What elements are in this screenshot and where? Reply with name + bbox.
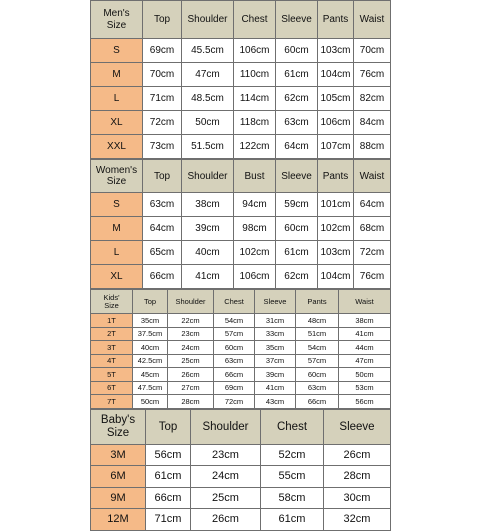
measurement-cell: 106cm: [318, 111, 354, 135]
measurement-cell: 31cm: [255, 314, 296, 328]
measurement-cell: 114cm: [234, 87, 276, 111]
measurement-cell: 66cm: [143, 265, 182, 289]
measurement-cell: 88cm: [354, 135, 391, 159]
measurement-cell: 103cm: [318, 241, 354, 265]
measurement-cell: 65cm: [143, 241, 182, 265]
measurement-cell: 72cm: [214, 395, 255, 409]
corner-line: Size: [106, 176, 127, 187]
table-row: [91, 39, 391, 63]
measurement-cell: 39cm: [255, 368, 296, 382]
measurement-cell: 41cm: [339, 327, 391, 341]
measurement-cell: 106cm: [234, 39, 276, 63]
measurement-cell: 50cm: [339, 368, 391, 382]
size-label: 7T: [91, 395, 133, 409]
kids-size-table: [90, 289, 391, 409]
measurement-cell: 68cm: [354, 217, 391, 241]
measurement-cell: 102cm: [234, 241, 276, 265]
measurement-cell: 63cm: [276, 111, 318, 135]
corner-line: Men's: [103, 8, 130, 20]
corner-line: Baby's: [100, 413, 136, 426]
corner-line: Women's: [95, 164, 138, 176]
measurement-cell: 66cm: [146, 487, 191, 509]
size-label: M: [91, 63, 143, 87]
size-corner-label: [91, 1, 143, 39]
measurement-cell: 107cm: [318, 135, 354, 159]
table-row: [91, 63, 391, 87]
measurement-cell: 40cm: [182, 241, 234, 265]
column-header: Top: [143, 160, 182, 193]
measurement-cell: 28cm: [168, 395, 214, 409]
size-label: 6M: [91, 466, 146, 488]
table-row: [91, 314, 391, 328]
column-header: Shoulder: [168, 290, 214, 314]
measurement-cell: 27cm: [168, 381, 214, 395]
size-label: 4T: [91, 354, 133, 368]
measurement-cell: 50cm: [133, 395, 168, 409]
size-label: 5T: [91, 368, 133, 382]
corner-line: Size: [104, 300, 119, 310]
table-row: [91, 217, 391, 241]
size-label: L: [91, 87, 143, 111]
column-header: Sleeve: [276, 1, 318, 39]
size-label: XL: [91, 111, 143, 135]
measurement-cell: 76cm: [354, 265, 391, 289]
measurement-cell: 69cm: [214, 381, 255, 395]
measurement-cell: 102cm: [318, 217, 354, 241]
measurement-cell: 61cm: [276, 241, 318, 265]
column-header: Bust: [234, 160, 276, 193]
table-row: [91, 354, 391, 368]
measurement-cell: 24cm: [191, 466, 261, 488]
measurement-cell: 51cm: [296, 327, 339, 341]
column-header: Waist: [354, 1, 391, 39]
column-header: Sleeve: [324, 409, 391, 444]
column-header: Shoulder: [182, 160, 234, 193]
column-header: Top: [146, 409, 191, 444]
measurement-cell: 47cm: [339, 354, 391, 368]
size-label: XL: [91, 265, 143, 289]
womens-size-table: [90, 159, 391, 289]
measurement-cell: 63cm: [143, 193, 182, 217]
measurement-cell: 44cm: [339, 341, 391, 355]
measurement-cell: 56cm: [146, 444, 191, 466]
measurement-cell: 54cm: [296, 341, 339, 355]
table-row: [91, 193, 391, 217]
column-header: Waist: [339, 290, 391, 314]
measurement-cell: 37cm: [255, 354, 296, 368]
table-row: [91, 241, 391, 265]
measurement-cell: 56cm: [339, 395, 391, 409]
header-row: [91, 1, 391, 39]
measurement-cell: 61cm: [146, 466, 191, 488]
column-header: Pants: [318, 1, 354, 39]
measurement-cell: 98cm: [234, 217, 276, 241]
measurement-cell: 22cm: [168, 314, 214, 328]
table-row: [91, 265, 391, 289]
measurement-cell: 30cm: [324, 487, 391, 509]
size-label: 3T: [91, 341, 133, 355]
measurement-cell: 62cm: [276, 87, 318, 111]
column-header: Chest: [214, 290, 255, 314]
measurement-cell: 64cm: [354, 193, 391, 217]
column-header: Pants: [296, 290, 339, 314]
size-label: 1T: [91, 314, 133, 328]
measurement-cell: 38cm: [339, 314, 391, 328]
table-row: [91, 466, 391, 488]
measurement-cell: 82cm: [354, 87, 391, 111]
measurement-cell: 25cm: [168, 354, 214, 368]
measurement-cell: 26cm: [191, 509, 261, 531]
size-corner-label: [91, 409, 146, 444]
measurement-cell: 84cm: [354, 111, 391, 135]
table-row: [91, 395, 391, 409]
measurement-cell: 23cm: [168, 327, 214, 341]
size-label: S: [91, 39, 143, 63]
table-row: [91, 444, 391, 466]
column-header: Waist: [354, 160, 391, 193]
measurement-cell: 42.5cm: [133, 354, 168, 368]
mens-size-table: [90, 0, 391, 159]
measurement-cell: 60cm: [276, 217, 318, 241]
measurement-cell: 23cm: [191, 444, 261, 466]
size-label: XXL: [91, 135, 143, 159]
size-chart: [90, 0, 390, 531]
measurement-cell: 24cm: [168, 341, 214, 355]
measurement-cell: 45.5cm: [182, 39, 234, 63]
measurement-cell: 48.5cm: [182, 87, 234, 111]
measurement-cell: 32cm: [324, 509, 391, 531]
measurement-cell: 60cm: [296, 368, 339, 382]
measurement-cell: 35cm: [133, 314, 168, 328]
measurement-cell: 104cm: [318, 265, 354, 289]
column-header: Sleeve: [276, 160, 318, 193]
measurement-cell: 50cm: [182, 111, 234, 135]
measurement-cell: 63cm: [296, 381, 339, 395]
measurement-cell: 72cm: [143, 111, 182, 135]
measurement-cell: 33cm: [255, 327, 296, 341]
babys-size-table: [90, 409, 391, 531]
measurement-cell: 54cm: [214, 314, 255, 328]
measurement-cell: 61cm: [261, 509, 324, 531]
measurement-cell: 60cm: [276, 39, 318, 63]
table-row: [91, 135, 391, 159]
table-row: [91, 327, 391, 341]
corner-line: Kids': [103, 292, 120, 302]
measurement-cell: 64cm: [276, 135, 318, 159]
measurement-cell: 94cm: [234, 193, 276, 217]
measurement-cell: 70cm: [354, 39, 391, 63]
measurement-cell: 38cm: [182, 193, 234, 217]
column-header: Shoulder: [182, 1, 234, 39]
measurement-cell: 59cm: [276, 193, 318, 217]
header-row: [91, 290, 391, 314]
measurement-cell: 64cm: [143, 217, 182, 241]
column-header: Shoulder: [191, 409, 261, 444]
measurement-cell: 53cm: [339, 381, 391, 395]
measurement-cell: 104cm: [318, 63, 354, 87]
measurement-cell: 76cm: [354, 63, 391, 87]
table-row: [91, 87, 391, 111]
table-row: [91, 487, 391, 509]
measurement-cell: 72cm: [354, 241, 391, 265]
measurement-cell: 40cm: [133, 341, 168, 355]
measurement-cell: 105cm: [318, 87, 354, 111]
table-row: [91, 368, 391, 382]
column-header: Sleeve: [255, 290, 296, 314]
size-corner-label: [91, 160, 143, 193]
measurement-cell: 55cm: [261, 466, 324, 488]
size-label: S: [91, 193, 143, 217]
table-row: [91, 381, 391, 395]
size-label: 9M: [91, 487, 146, 509]
measurement-cell: 61cm: [276, 63, 318, 87]
measurement-cell: 63cm: [214, 354, 255, 368]
measurement-cell: 37.5cm: [133, 327, 168, 341]
measurement-cell: 57cm: [296, 354, 339, 368]
size-label: 12M: [91, 509, 146, 531]
measurement-cell: 58cm: [261, 487, 324, 509]
column-header: Top: [143, 1, 182, 39]
measurement-cell: 28cm: [324, 466, 391, 488]
size-label: 3M: [91, 444, 146, 466]
measurement-cell: 73cm: [143, 135, 182, 159]
measurement-cell: 45cm: [133, 368, 168, 382]
header-row: [91, 409, 391, 444]
measurement-cell: 47cm: [182, 63, 234, 87]
column-header: Top: [133, 290, 168, 314]
measurement-cell: 48cm: [296, 314, 339, 328]
measurement-cell: 71cm: [143, 87, 182, 111]
measurement-cell: 118cm: [234, 111, 276, 135]
column-header: Chest: [261, 409, 324, 444]
measurement-cell: 122cm: [234, 135, 276, 159]
measurement-cell: 25cm: [191, 487, 261, 509]
table-row: [91, 341, 391, 355]
measurement-cell: 70cm: [143, 63, 182, 87]
measurement-cell: 41cm: [255, 381, 296, 395]
measurement-cell: 60cm: [214, 341, 255, 355]
measurement-cell: 101cm: [318, 193, 354, 217]
measurement-cell: 103cm: [318, 39, 354, 63]
table-row: [91, 111, 391, 135]
corner-line: Size: [106, 19, 127, 31]
table-row: [91, 509, 391, 531]
measurement-cell: 71cm: [146, 509, 191, 531]
column-header: Pants: [318, 160, 354, 193]
measurement-cell: 26cm: [168, 368, 214, 382]
measurement-cell: 52cm: [261, 444, 324, 466]
measurement-cell: 110cm: [234, 63, 276, 87]
measurement-cell: 51.5cm: [182, 135, 234, 159]
measurement-cell: 47.5cm: [133, 381, 168, 395]
column-header: Chest: [234, 1, 276, 39]
measurement-cell: 66cm: [296, 395, 339, 409]
size-label: M: [91, 217, 143, 241]
measurement-cell: 69cm: [143, 39, 182, 63]
measurement-cell: 66cm: [214, 368, 255, 382]
measurement-cell: 35cm: [255, 341, 296, 355]
measurement-cell: 57cm: [214, 327, 255, 341]
measurement-cell: 62cm: [276, 265, 318, 289]
measurement-cell: 106cm: [234, 265, 276, 289]
size-label: L: [91, 241, 143, 265]
header-row: [91, 160, 391, 193]
measurement-cell: 41cm: [182, 265, 234, 289]
corner-line: Size: [106, 426, 130, 439]
size-label: 2T: [91, 327, 133, 341]
measurement-cell: 26cm: [324, 444, 391, 466]
measurement-cell: 39cm: [182, 217, 234, 241]
size-label: 6T: [91, 381, 133, 395]
measurement-cell: 43cm: [255, 395, 296, 409]
size-corner-label: [91, 290, 133, 314]
